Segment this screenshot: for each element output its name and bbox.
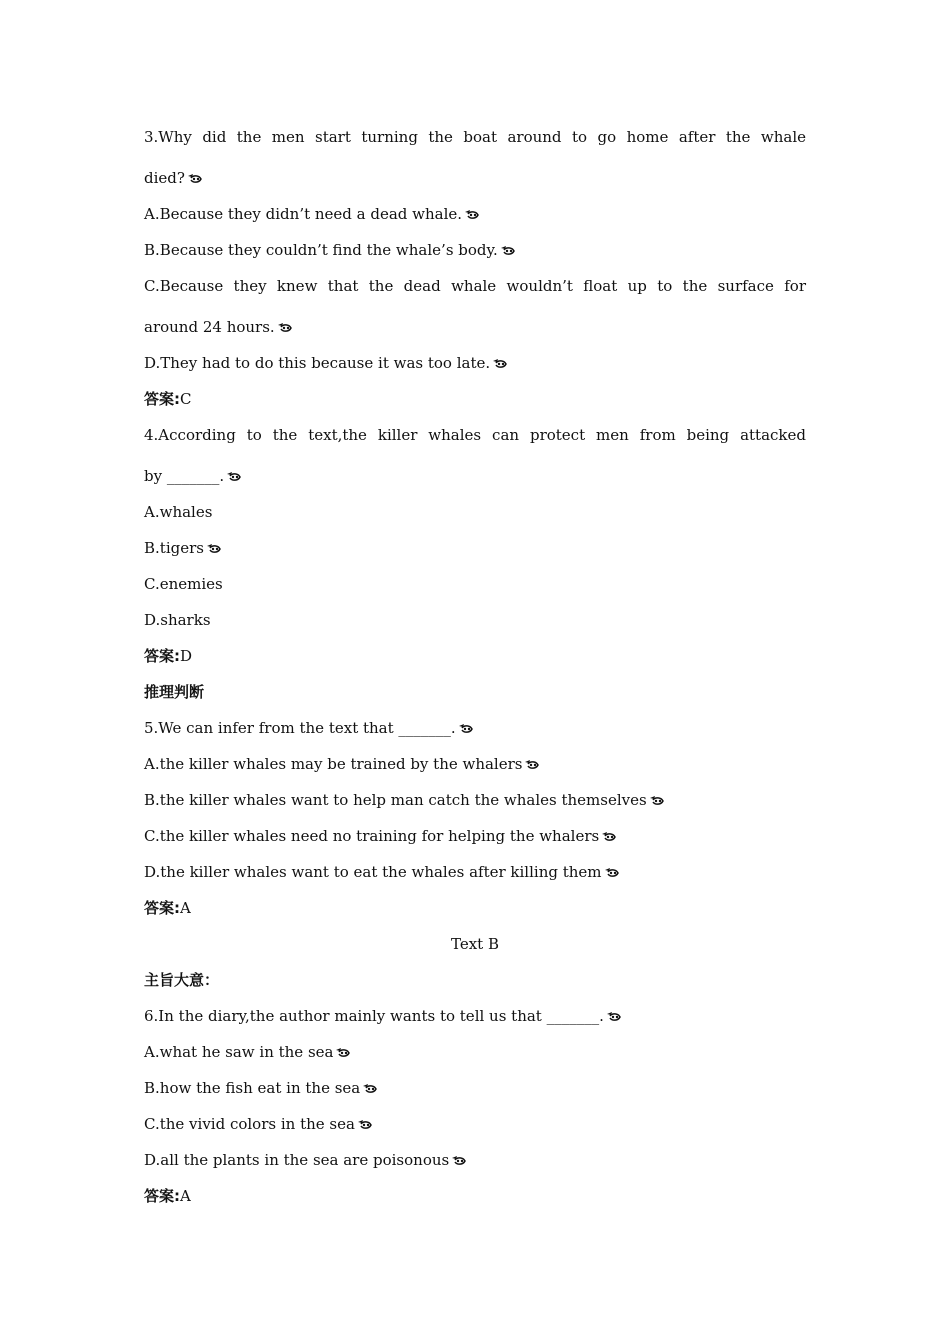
paragraph-mark-icon <box>464 209 480 221</box>
q3-answer: 答案:C <box>144 390 192 408</box>
q6-option-b: B.how the fish eat in the sea <box>144 1078 378 1098</box>
q4-option-a: A.whales <box>144 503 213 521</box>
q6-option-a: A.what he saw in the sea <box>144 1042 351 1062</box>
q6-option-c: C.the vivid colors in the sea <box>144 1114 373 1134</box>
paragraph-mark-icon <box>649 795 665 807</box>
text-b-title: Text B <box>451 935 499 953</box>
q4-answer: 答案:D <box>144 647 193 665</box>
q5-option-d: D.the killer whales want to eat the whales after killing them <box>144 862 620 882</box>
q3-stem-line1: 3.Why did the men start turning the boat around to go home after the whale <box>144 128 806 146</box>
paragraph-mark-icon <box>226 471 242 483</box>
paragraph-mark-icon <box>492 358 508 370</box>
paragraph-mark-icon <box>606 1011 622 1023</box>
q3-stem-line2: died? <box>144 168 203 188</box>
paragraph-mark-icon <box>500 245 516 257</box>
q4-stem-line2: by _______. <box>144 466 242 486</box>
paragraph-mark-icon <box>524 759 540 771</box>
paragraph-mark-icon <box>335 1047 351 1059</box>
q6-option-d: D.all the plants in the sea are poisonous <box>144 1150 467 1170</box>
paragraph-mark-icon <box>277 322 293 334</box>
q3-option-c-line2: around 24 hours. <box>144 317 293 337</box>
q3-option-b: B.Because they couldn’t find the whale’s body. <box>144 240 516 260</box>
paragraph-mark-icon <box>362 1083 378 1095</box>
q5-option-c: C.the killer whales need no training for helping the whalers <box>144 826 617 846</box>
q6-answer: 答案:A <box>144 1187 191 1205</box>
q4-option-c: C.enemies <box>144 575 223 593</box>
q5-option-a: A.the killer whales may be trained by the whalers <box>144 754 540 774</box>
section-heading-inference: 推理判断 <box>144 683 205 701</box>
q4-stem-line1: 4.According to the text,the killer whales can protect men from being attacked <box>144 426 806 444</box>
paragraph-mark-icon <box>206 543 222 555</box>
q5-option-b: B.the killer whales want to help man catch the whales themselves <box>144 790 665 810</box>
q4-option-b: B.tigers <box>144 538 222 558</box>
section-heading-main-idea: 主旨大意： <box>144 971 220 989</box>
q3-option-c-line1: C.Because they knew that the dead whale wouldn’t float up to the surface for <box>144 277 806 295</box>
paragraph-mark-icon <box>357 1119 373 1131</box>
q5-answer: 答案:A <box>144 899 191 917</box>
paragraph-mark-icon <box>458 723 474 735</box>
paragraph-mark-icon <box>187 173 203 185</box>
q6-stem: 6.In the diary,the author mainly wants to tell us that _______. <box>144 1006 622 1026</box>
q3-option-a: A.Because they didn’t need a dead whale. <box>144 204 480 224</box>
paragraph-mark-icon <box>601 831 617 843</box>
paragraph-mark-icon <box>604 867 620 879</box>
q3-option-d: D.They had to do this because it was too late. <box>144 353 508 373</box>
q4-option-d: D.sharks <box>144 611 211 629</box>
q5-stem: 5.We can infer from the text that _______. <box>144 718 474 738</box>
paragraph-mark-icon <box>451 1155 467 1167</box>
